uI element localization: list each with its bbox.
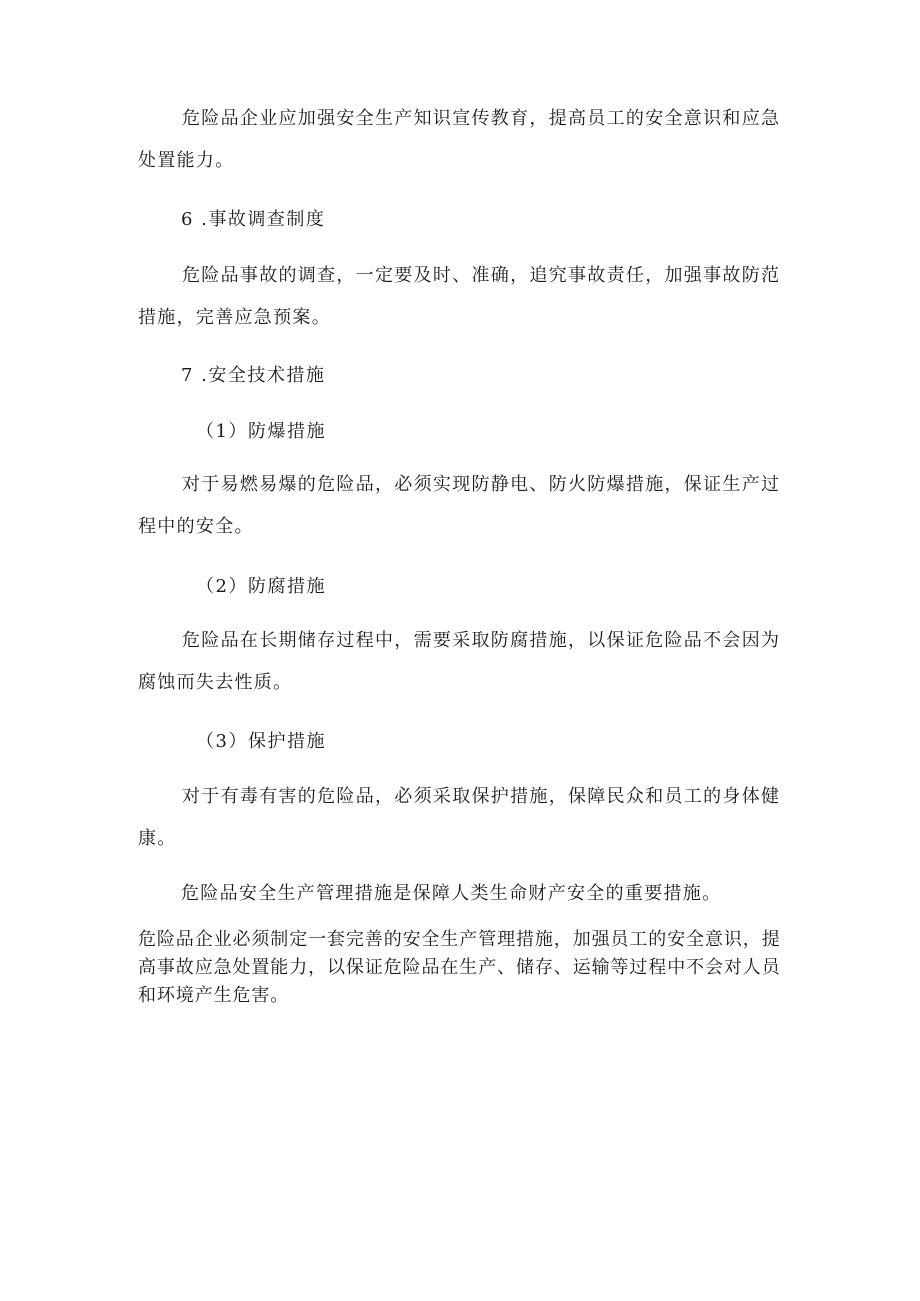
subheading-explosion-proof: （1）防爆措施	[196, 421, 326, 442]
paragraph-safety-education: 危险品企业应加强安全生产知识宣传教育，提高员工的安全意识和应急处置能力。	[138, 108, 781, 171]
heading-accident-investigation: 6 .事故调查制度	[181, 209, 326, 230]
subheading-anti-corrosion: （2）防腐措施	[196, 576, 326, 597]
paragraph-accident-investigation: 危险品事故的调查，一定要及时、准确，追究事故责任，加强事故防范措施，完善应急预案。	[138, 265, 781, 328]
paragraph-summary: 危险品安全生产管理措施是保障人类生命财产安全的重要措施。	[181, 883, 722, 904]
paragraph-protection: 对于有毒有害的危险品，必须采取保护措施，保障民众和员工的身体健康。	[138, 786, 781, 849]
paragraph-anti-corrosion: 危险品在长期储存过程中，需要采取防腐措施，以保证危险品不会因为腐蚀而失去性质。	[138, 630, 781, 693]
heading-safety-technical-measures: 7 .安全技术措施	[181, 365, 326, 386]
paragraph-explosion-proof: 对于易燃易爆的危险品，必须实现防静电、防火防爆措施，保证生产过程中的安全。	[138, 474, 781, 537]
subheading-protection: （3）保护措施	[196, 731, 326, 752]
paragraph-conclusion: 危险品企业必须制定一套完善的安全生产管理措施，加强员工的安全意识，提高事故应急处置能力，以保证危险品在生产、储存、运输等过程中不会对人员和环境产生危害。	[138, 929, 781, 1006]
